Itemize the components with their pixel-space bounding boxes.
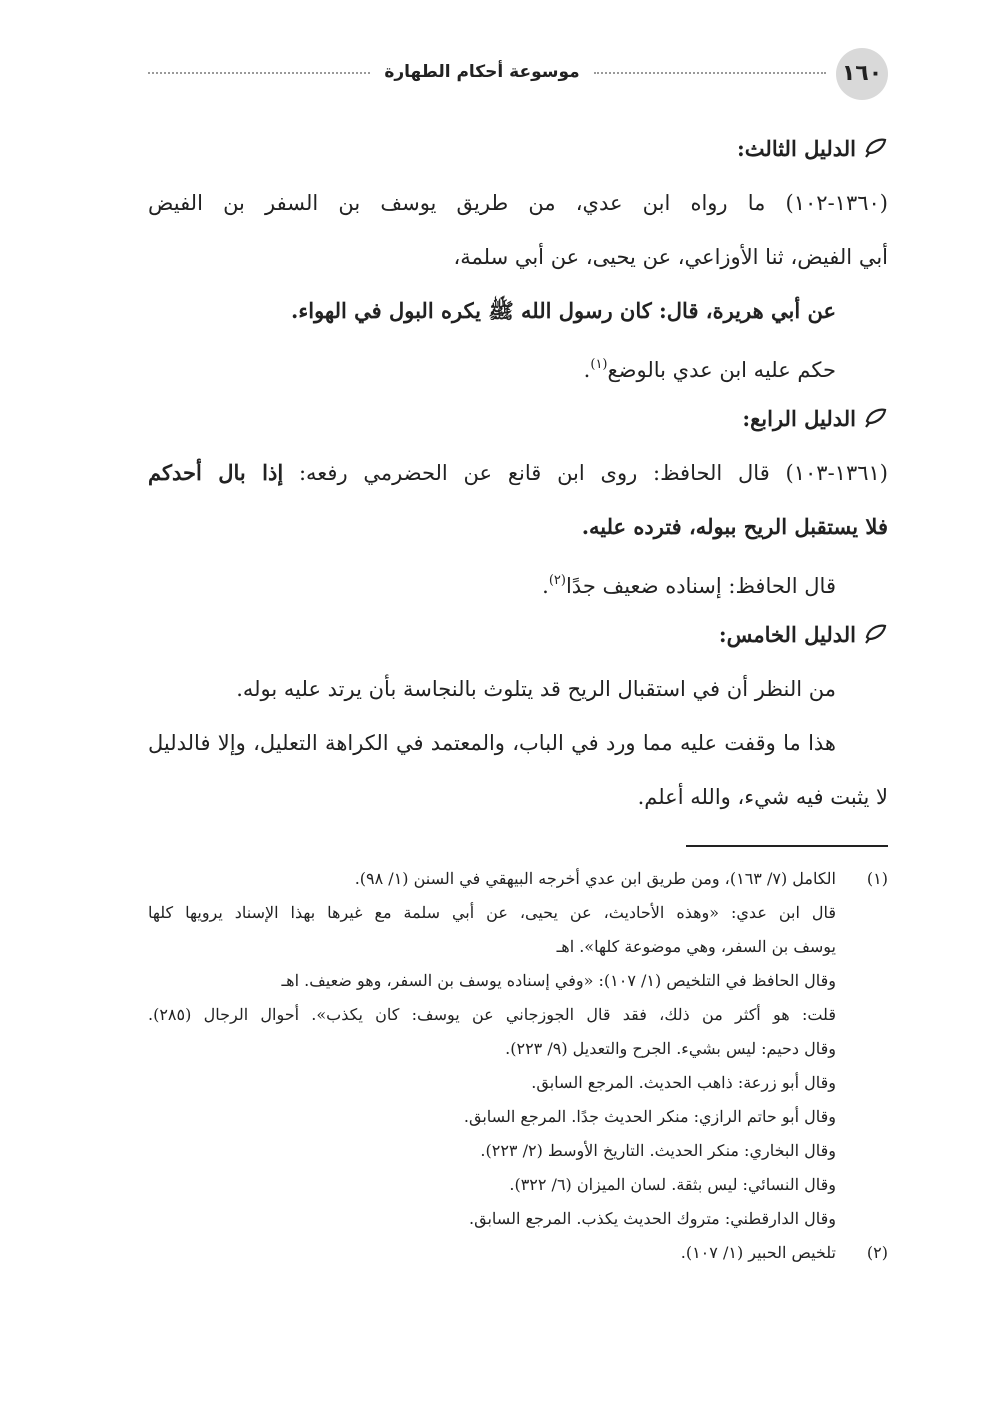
section-heading-third-evidence — [148, 122, 888, 176]
footnote-line — [148, 1236, 888, 1270]
paragraph-line — [148, 338, 888, 392]
footnote-line: قلت: هو أكثر من ذلك، فقد قال الجوزجاني عن يوسف: كان يكذب». أحوال الرجال (٢٨٥). — [148, 1005, 836, 1024]
leaf-ornament-icon — [864, 623, 888, 645]
paragraph-line: أبي الفيض، ثنا الأوزاعي، عن يحيى، عن أبي سلمة، — [453, 245, 888, 269]
section-heading-fifth-evidence — [148, 608, 888, 662]
footnote-line: وقال البخاري: منكر الحديث. التاريخ الأوسط (٢/ ٢٢٣). — [480, 1141, 836, 1160]
footnote-text: الكامل (٧/ ١٦٣)، ومن طريق ابن عدي أخرجه البيهقي في السنن (١/ ٩٨). — [354, 869, 836, 888]
paragraph-line: (١٣٦٠-١٠٢) ما رواه ابن عدي، من طريق يوسف بن السفر بن الفيض — [148, 191, 888, 215]
heading-text: الدليل الرابع: — [742, 406, 856, 431]
footnote-line: قال ابن عدي: «وهذه الأحاديث، عن يحيى، عن أبي سلمة مع غيرها بهذا الإسناد يرويها كلها — [148, 903, 836, 922]
footnote-line: وقال النسائي: ليس بثقة. لسان الميزان (٦/ ٣٢٢). — [509, 1175, 836, 1194]
main-text — [148, 122, 888, 824]
paragraph-line: هذا ما وقفت عليه مما ورد في الباب، والمعتمد في الكراهة التعليل، وإلا فالدليل — [148, 731, 836, 755]
paragraph-line: لا يثبت فيه شيء، والله أعلم. — [637, 785, 888, 809]
footnote-line — [148, 862, 888, 896]
footnote-text: تلخيص الحبير (١/ ١٠٧). — [680, 1243, 836, 1262]
header-dotted-line-left — [148, 72, 370, 74]
footnote-line: وقال أبو زرعة: ذاهب الحديث. المرجع السابق. — [531, 1073, 836, 1092]
header-dotted-line-right — [594, 72, 826, 74]
paragraph-line — [148, 446, 888, 500]
footnote-ref: (١) — [590, 357, 608, 372]
heading-text: الدليل الخامس: — [718, 622, 856, 647]
footnote-line: وقال دحيم: ليس بشيء. الجرح والتعديل (٩/ ٢٢٣). — [505, 1039, 836, 1058]
footnotes — [148, 862, 888, 1270]
leaf-ornament-icon — [864, 137, 888, 159]
punctuation: . — [542, 574, 549, 598]
judgement-text: حكم عليه ابن عدي بالوضع — [607, 358, 836, 382]
hadith-text: فلا يستقبل الريح ببوله، فترده عليه. — [581, 514, 888, 539]
running-header-title: موسوعة أحكام الطهارة — [384, 62, 580, 82]
footnote-line: يوسف بن السفر، وهي موضوعة كلها». اهـ — [556, 937, 836, 956]
heading-text: الدليل الثالث: — [737, 136, 856, 161]
leaf-ornament-icon — [864, 407, 888, 429]
footnote-number: (١) — [866, 869, 888, 888]
paragraph-line: من النظر أن في استقبال الريح قد يتلوث بالنجاسة بأن يرتد عليه بوله. — [236, 677, 836, 701]
judgement-text: قال الحافظ: إسناده ضعيف جدًا — [565, 574, 836, 598]
footnote-line: وقال الحافظ في التلخيص (١/ ١٠٧): «وفي إسناده يوسف بن السفر، وهو ضعيف. اهـ — [281, 971, 836, 990]
paragraph-line — [148, 554, 888, 608]
hadith-text: إذا بال أحدكم — [148, 460, 284, 485]
footnote-line: وقال الدارقطني: متروك الحديث يكذب. المرجع السابق. — [469, 1209, 836, 1228]
section-heading-fourth-evidence — [148, 392, 888, 446]
page-number: ١٦٠ — [836, 48, 888, 100]
footnote-number: (٢) — [866, 1243, 888, 1262]
hadith-text: عن أبي هريرة، قال: كان رسول الله ﷺ يكره البول في الهواء. — [291, 298, 836, 323]
footnote-ref: (٢) — [548, 573, 566, 588]
punctuation: . — [583, 358, 591, 382]
footnote-line: وقال أبو حاتم الرازي: منكر الحديث جدًا. المرجع السابق. — [463, 1107, 836, 1126]
narration-text: (١٣٦١-١٠٣) قال الحافظ: روى ابن قانع عن الحضرمي رفعه: — [283, 461, 888, 485]
footnote-separator — [686, 845, 888, 847]
